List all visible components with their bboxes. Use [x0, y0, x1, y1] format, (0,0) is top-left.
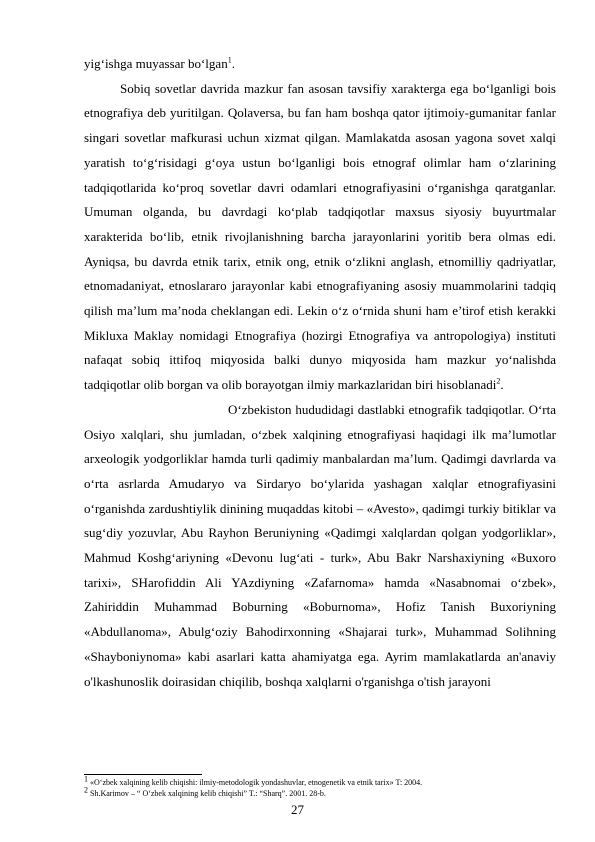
paragraph-soviet-text: Sobiq sovetlar davrida mazkur fan asosan tavsifiy xarakterga ega bo‘lganligi bois etnografiya deb yuritilgan. Qolaversa, bu fan ham boshqa qator ijtimoiy-gumanitar fanlar singari sovetlar mafkurasi uchun xizmat qilgan. Mamlakatda asosan yagona sovet xalqi yaratish to‘g‘risidagi g‘oya ustun bo‘lganligi bois etnograf olimlar ham o‘zlarining tadqiqotlarida ko‘proq sovetlar davri odamlari etnografiyasini o‘rganishga qaratganlar. Umuman olganda, bu davrdagi ko‘plab tadqiqotlar maxsus siyosiy buyurtmalar xarakterida bo‘lib, etnik rivojlanishning barcha jarayonlarini yoritib bera olmas edi. Ayniqsa, bu davrda etnik tarix, etnik ong, etnik o‘zlikni anglash, etnomilliy qadriyatlar, etnomadaniyat, etnoslararo jarayonlar kabi etnografiyaning asosiy muammolarini tadqiq qilish ma’lum ma’noda cheklangan edi. Lekin o‘z o‘rnida shuni ham e’tirof etish kerakki Mikluxa Maklay nomidagi Etnografiya (hozirgi Etnografiya va antropologiya) instituti nafaqat sobiq ittifoq miqyosida balki dunyo miqyosida ham mazkur yo‘nalishda tadqiqotlar olib borgan va olib borayotgan ilmiy markazlaridan biri hisoblanadi: [84, 80, 556, 393]
page-number: 27: [291, 802, 304, 817]
footnote-1-text: «O‘zbek xalqining kelib chiqishi: ilmiy-metodologik yondashuvlar, etnogenetik va etnik tarix» T: 2004.: [90, 778, 423, 787]
footnotes: [84, 774, 556, 799]
paragraph-soviet-period: Sobiq sovetlar davrida mazkur fan asosan tavsifiy xarakterga ega bo‘lganligi bois etnografiya deb yuritilgan. Qolaversa, bu fan ham boshqa qator ijtimoiy-gumanitar fanlar singari sovetlar mafkurasi uchun xizmat qilgan. Mamlakatda asosan yagona sovet xalqi yaratish to‘g‘risidagi g‘oya ustun bo‘lganligi bois etnograf olimlar ham o‘zlarining tadqiqotlarida ko‘proq sovetlar davri odamlari etnografiyasini o‘rganishga qaratganlar. Umuman olganda, bu davrdagi ko‘plab tadqiqotlar maxsus siyosiy buyurtmalar xarakterida bo‘lib, etnik rivojlanishning barcha jarayonlarini yoritib bera olmas edi. Ayniqsa, bu davrda etnik tarix, etnik ong, etnik o‘zlikni anglash, etnomilliy qadriyatlar, etnomadaniyat, etnoslararo jarayonlar kabi etnografiyaning asosiy muammolarini tadqiq qilish ma’lum ma’noda cheklangan edi. Lekin o‘z o‘rnida shuni ham e’tirof etish kerakki Mikluxa Maklay nomidagi Etnografiya (hozirgi Etnografiya va antropologiya) instituti nafaqat sobiq ittifoq miqyosida balki dunyo miqyosida ham mazkur yo‘nalishda tadqiqotlar olib borgan va olib borayotgan ilmiy markazlaridan biri hisoblanadi$^2$.: [84, 80, 556, 393]
carryover-line: yig‘ishga muyassar bo‘lgan$^1$.: [84, 55, 235, 71]
carryover-text: yig‘ishga muyassar bo‘lgan: [84, 56, 228, 71]
footnote-ref-1: 1: [227, 55, 232, 65]
footnote-1: $^1$ «O‘zbek xalqining kelib chiqishi: ilmiy-metodologik yondashuvlar, etnogenetik va etnik tarix» T: 2004.: [84, 774, 423, 787]
paragraph-lead-text: Ayrim mamlakatlarda an'anaviy o'lkashunoslik doirasidan chiqilib, boshqa xalqlarni o'rganishga o'tish jarayoni: [84, 648, 556, 689]
paragraph-uzbek-text: O‘zbekiston hududidagi dastlabki etnografik tadqiqotlar. O‘rta Osiyo xalqlari, shu jumladan, o‘zbek xalqining etnografiyasi haqidagi ilk ma’lumotlar arxeologik yodgorliklar hamda turli qadimiy manbalardan ma’lum. Qadimgi davrlarda va o‘rta asrlarda Amudaryo va Sirdaryo bo‘ylarida yashagan xalqlar etnografiyasini o‘rganishda zardushtiylik dinining muqaddas kitobi – «Avesto», qadimgi turkiy bitiklar va sug‘diy yozuvlar, Abu Rayhon Beruniyning «Qadimgi xalqlardan qolgan yodgorliklar», Mahmud Koshg‘ariyning «Devonu lug‘ati - turk», Abu Bakr Narshaxiyning «Buxoro tarixi», SHarofiddin Ali YAzdiyning «Zafarnoma» hamda «Nasabnomai o‘zbek», Zahiriddin Muhammad Boburning «Boburnoma», Hofiz Tanish Buxoriyning «Abdullanoma», Abulg‘oziy Bahodirxonning «Shajarai turk», Muhammad Solihning «Shayboniynoma» kabi asarlari katta ahamiyatga ega.: [84, 401, 556, 664]
footnote-2-text: Sh.Karimov – “ O‘zbek xalqining kelib chiqishi” T.: “Sharq”. 2001. 28-b.: [90, 788, 326, 798]
page-body: [84, 52, 556, 694]
footnote-2: $^2$ Sh.Karimov – “ O‘zbek xalqining kelib chiqishi” T.: “Sharq”. 2001. 28-b.: [84, 784, 326, 798]
footnote-ref-2: 2: [496, 376, 501, 386]
paragraph-uzbek-research: [84, 398, 556, 694]
footnote-divider: [84, 774, 202, 775]
